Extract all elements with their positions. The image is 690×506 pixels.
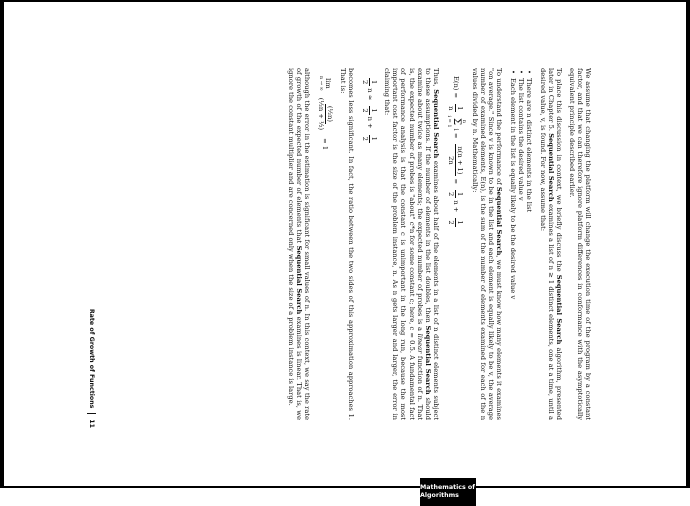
algorithm-name: Sequential Search xyxy=(294,245,303,315)
text-run: To place this discussion in context, we briefly discuss the xyxy=(554,68,563,275)
denominator: 2n xyxy=(447,156,456,165)
denominator: 2 xyxy=(361,108,370,113)
limit-operator xyxy=(319,76,333,91)
sum-lower-limit: i = 1 xyxy=(445,115,452,128)
text-run: We assume that changing the platform will change the execution time of the program by a constant factor, and that we can therefore ignore platform differences in conformance with the asymptotically equivalent principle described earlier. xyxy=(567,68,592,420)
denominator: n xyxy=(447,106,456,111)
fraction xyxy=(317,96,334,132)
performance-paragraph xyxy=(471,68,503,420)
emphasis: linear xyxy=(415,333,424,354)
limit-subscript: n → ∞ xyxy=(318,76,325,91)
fraction xyxy=(447,190,464,198)
sum-upper-limit: n xyxy=(460,119,467,124)
text-run: algorithm, presented later in Chapter 5. xyxy=(546,68,563,420)
frame-edge-left xyxy=(0,0,4,488)
list-item: • There are n distinct elements in the list xyxy=(525,78,533,420)
thus-paragraph xyxy=(383,68,440,420)
equation-limit xyxy=(317,76,334,420)
eq-term: n + xyxy=(451,200,460,213)
numerator: n(n + 1) xyxy=(456,146,465,175)
numerator: (½n) xyxy=(326,105,334,122)
denominator: 2 xyxy=(447,192,456,197)
equation-expected-probes xyxy=(446,76,466,420)
denominator: 2 xyxy=(361,136,370,141)
eq-term: n ≈ xyxy=(365,88,374,101)
text-run: examines about half of the elements in a list of n distinct elements subject to these assumptions. If the number of elements in the list doubles, then xyxy=(423,68,440,421)
algorithm-name: Sequential Search xyxy=(423,325,432,395)
numerator: 1 xyxy=(456,220,465,225)
setup-paragraph xyxy=(538,68,562,420)
numerator: 1 xyxy=(370,108,379,113)
fraction xyxy=(447,104,464,112)
text-run: examines is linear. That is, we ignore the constant multiplier and are concerned only when the size of a problem instance is large. xyxy=(286,68,303,420)
text-run: Thus, xyxy=(431,68,440,90)
denominator: (½n + ½) xyxy=(317,97,325,131)
denominator: 2 xyxy=(447,220,456,225)
book-page xyxy=(80,54,600,499)
list-item: • Each element in the list is equally likely to be the desired value v xyxy=(508,78,516,420)
running-header xyxy=(87,309,96,428)
text-run: should examine about twice as many elements; the expected number of probes is a xyxy=(415,68,432,420)
eq-term: n + xyxy=(365,116,374,129)
algorithm-name: Sequential Search xyxy=(554,274,563,345)
denominator: 2 xyxy=(361,80,370,85)
running-head-title: Rate of Growth of Functions xyxy=(88,308,95,409)
sigma-symbol: Σ xyxy=(450,117,462,126)
intro-paragraph xyxy=(568,68,592,420)
text-run: function of n. That is, the expected number of probes is "about" c*n for some constant c; here, c = 0.5. A fundamental fact of performance analysis is that the constant c is unimportant in the long run, because the most important cost factor is the size of the problem instance, n. As n gets larger and larger, the error in claiming that: xyxy=(383,68,424,421)
numerator: 1 xyxy=(370,80,379,85)
equals-sign: = xyxy=(451,178,460,185)
eq-lhs: E(n) = xyxy=(451,76,460,99)
eq-result: = 1 xyxy=(321,138,330,151)
numerator: 1 xyxy=(456,106,465,111)
algorithm-name: Sequential Search xyxy=(431,89,440,159)
list-item: • The list contains the desired value v xyxy=(517,78,525,420)
numerator: 1 xyxy=(370,136,379,141)
fraction xyxy=(361,106,378,114)
numerator: 1 xyxy=(456,192,465,197)
page-number: 11 xyxy=(88,419,95,428)
text-run: becomes less significant. In fact, the ratio between the two sides of this approximation approaches 1. That is: xyxy=(339,68,356,420)
text-run: , we must know how many elements it examines "on average." Since v is known to be in the list and each element is equally likely to be v, the average number of examined elements, E(n), is the sum of the number of elements examined for each of the n values divided by n. Mathematically: xyxy=(470,68,504,420)
fraction xyxy=(447,218,464,226)
text-column xyxy=(282,68,592,420)
fraction xyxy=(361,78,378,86)
closing-paragraph xyxy=(287,68,311,420)
summation xyxy=(446,115,466,127)
fraction xyxy=(361,135,378,143)
eq-term: i = xyxy=(451,128,460,139)
fraction xyxy=(447,144,464,176)
section-tag: Mathematics of Algorithms xyxy=(420,478,476,506)
algorithm-name: Sequential Search xyxy=(495,186,504,256)
assumption-list xyxy=(508,68,533,420)
frame-edge-right xyxy=(686,0,690,488)
limit-word: lim xyxy=(324,78,333,89)
header-divider xyxy=(87,413,96,414)
ratio-paragraph xyxy=(339,68,355,420)
frame-edge-top xyxy=(0,0,690,2)
text-run: although the error in the estimation is significant for small values of n. In this context, we say the rate of growth of the expected number of elements that xyxy=(294,68,311,420)
text-run: To understand the performance of xyxy=(495,68,504,187)
algorithm-name: Sequential Search xyxy=(546,133,555,202)
equation-approximation xyxy=(361,76,378,420)
text-run: examines a list of n ≥ 1 distinct elements, one at a time, until a desired value, v, is found. For now, assume that: xyxy=(538,68,555,420)
